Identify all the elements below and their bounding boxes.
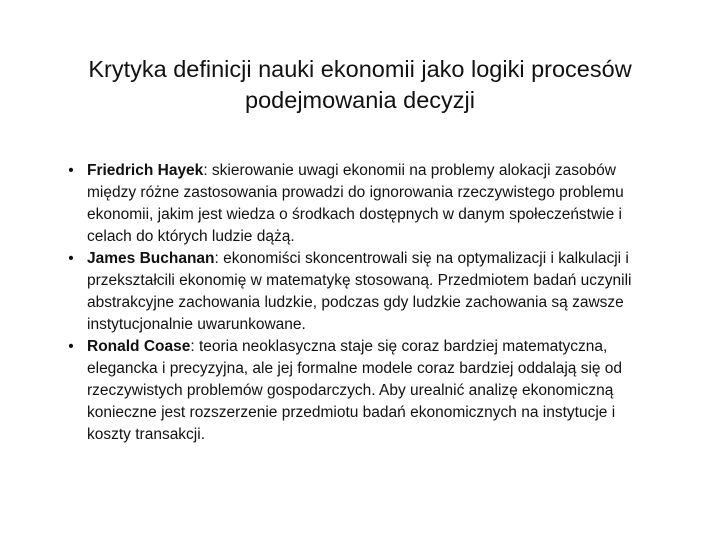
bullet-item-coase (60, 336, 660, 446)
bullet-icon: • (68, 338, 74, 355)
bullet-name: James Buchanan (87, 250, 215, 267)
bullet-item-buchanan (60, 248, 660, 336)
bullet-item-hayek (60, 160, 660, 248)
bullet-text: : skierowanie uwagi ekonomii na problemy alokacji zasobów między różne zastosowania prowadzi do ignorowania rzeczywistego problemu ekonomii, jakim jest wiedza o środkach dostępnych w danym społeczeństwie i celach do których ludzie dążą. (87, 162, 624, 245)
bullet-text: : teoria neoklasyczna staje się coraz bardziej matematyczna, elegancka i precyzyjna, ale jej formalne modele coraz bardziej oddalają się od rzeczywistych problemów gospodarczych. Aby urealnić analizę ekonomiczną konieczne jest rozszerzenie przedmiotu badań ekonomicznych na instytucje i koszty transakcji. (87, 338, 623, 443)
bullet-icon: • (68, 162, 74, 179)
slide-title: Krytyka definicji nauki ekonomii jako logiki procesów podejmowania decyzji (88, 56, 632, 113)
bullet-icon: • (68, 250, 74, 267)
bullet-text: : ekonomiści skoncentrowali się na optymalizacji i kalkulacji i przekształcili ekonomię w matematykę stosowaną. Przedmiotem badań uczynili abstrakcyjne zachowania ludzkie, podczas gdy ludzkie zachowania są zawsze instytucjonalnie uwarunkowane. (87, 250, 632, 333)
bullet-name: Friedrich Hayek (87, 162, 204, 179)
bullet-name: Ronald Coase (87, 338, 191, 355)
bullet-list (60, 160, 660, 446)
